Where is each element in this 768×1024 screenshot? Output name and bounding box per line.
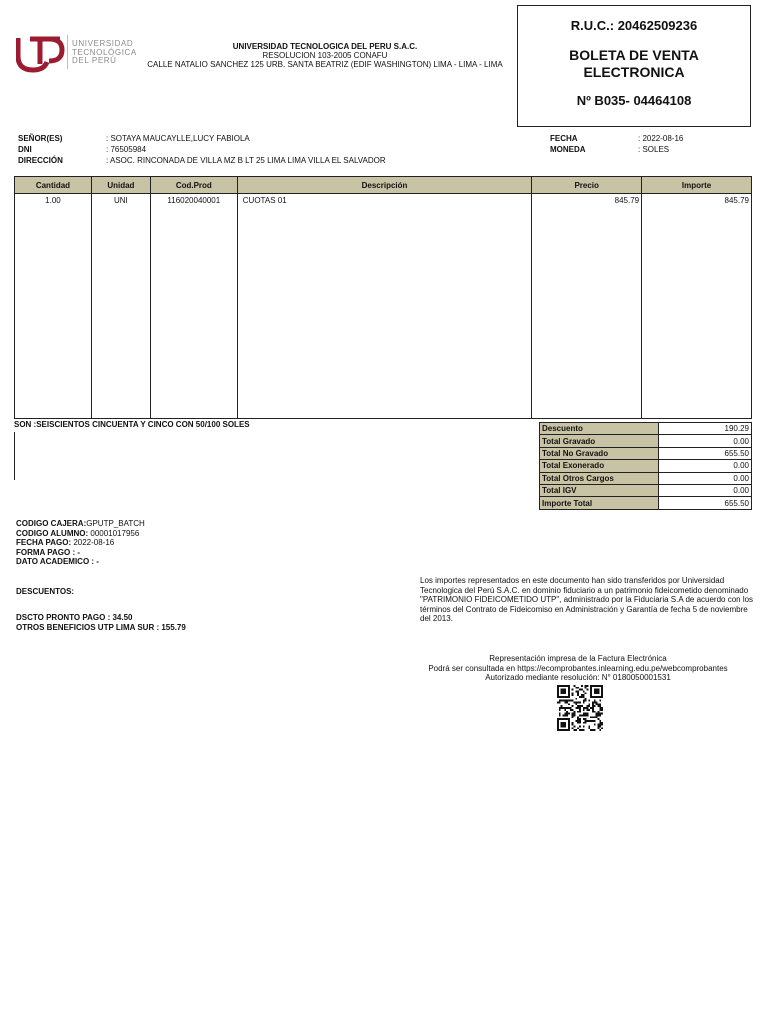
dato-academico: DATO ACADEMICO : -	[16, 557, 99, 566]
payment-details	[16, 519, 145, 567]
alumno-value: 00001017956	[88, 528, 140, 538]
totals-value: 190.29	[659, 423, 752, 435]
dni-label: DNI	[18, 145, 32, 154]
document-title	[518, 47, 750, 81]
items-table	[14, 176, 752, 419]
totals-value: 655.50	[659, 497, 752, 509]
totals-row	[540, 460, 752, 472]
totals-label: Importe Total	[540, 497, 659, 509]
descuento-pronto-pago: DSCTO PRONTO PAGO : 34.50	[16, 613, 133, 622]
items-header-row	[15, 177, 752, 194]
descuentos-title: DESCUENTOS:	[16, 587, 75, 596]
totals-row	[540, 484, 752, 496]
descuentos-list	[16, 613, 186, 632]
cell-unidad: UNI	[91, 194, 150, 206]
totals-value: 655.50	[659, 447, 752, 459]
fecha-pago-label: FECHA PAGO:	[16, 538, 72, 547]
company-address: CALLE NATALIO SANCHEZ 125 URB. SANTA BEATRIZ (EDIF WASHINGTON) LIMA - LIMA - LIMA	[147, 60, 503, 69]
dni-value: : 76505984	[106, 145, 147, 154]
totals-row	[540, 435, 752, 447]
document-title-line1: BOLETA DE VENTA	[569, 47, 699, 63]
forma-pago: FORMA PAGO : -	[16, 547, 80, 557]
moneda-label: MONEDA	[550, 145, 586, 154]
table-filler-row	[15, 205, 752, 419]
amount-in-words: SON :SEISCIENTOS CINCUENTA Y CINCO CON 50/100 SOLES	[14, 420, 250, 429]
totals-label: Descuento	[540, 423, 659, 435]
cell-cod: 116020040001	[150, 194, 237, 206]
totals-value: 0.00	[659, 460, 752, 472]
footer-line1: Representación impresa de la Factura Electrónica	[489, 654, 667, 663]
qr-code-icon	[557, 685, 603, 731]
totals-label: Total Otros Cargos	[540, 472, 659, 484]
logo-line1: UNIVERSIDAD	[72, 39, 134, 48]
totals-label: Total Gravado	[540, 435, 659, 447]
senor-value: : SOTAYA MAUCAYLLE,LUCY FABIOLA	[106, 134, 250, 143]
direccion-label: DIRECCIÓN	[18, 156, 63, 165]
logo-divider	[67, 35, 68, 69]
fecha-label: FECHA	[550, 134, 578, 143]
footer-line2: Podrá ser consultada en https://ecomprobantes.inlearning.edu.pe/webcomprobantes	[428, 663, 728, 673]
company-resolution: RESOLUCION 103-2005 CONAFU	[262, 51, 388, 60]
moneda-value: : SOLES	[638, 145, 670, 154]
col-codprod: Cod.Prod	[150, 177, 237, 194]
document-number: Nº B035- 04464108	[576, 93, 692, 108]
fecha-value: : 2022-08-16	[638, 134, 684, 143]
totals-row	[540, 423, 752, 435]
descuento-otros-beneficios: OTROS BENEFICIOS UTP LIMA SUR : 155.79	[16, 622, 186, 632]
col-precio: Precio	[532, 177, 642, 194]
col-cantidad: Cantidad	[15, 177, 92, 194]
cajera-label: CODIGO CAJERA:	[16, 519, 87, 528]
totals-row	[540, 447, 752, 459]
col-unidad: Unidad	[91, 177, 150, 194]
logo-line2: TECNOLÓGICA	[72, 47, 137, 57]
totals-value: 0.00	[659, 435, 752, 447]
ruc-box	[517, 5, 751, 127]
company-name: UNIVERSIDAD TECNOLOGICA DEL PERU S.A.C.	[232, 42, 418, 51]
footer-line3: Autorizado mediante resolución: N° 0180050001531	[485, 673, 671, 683]
totals-label: Total Exonerado	[540, 460, 659, 472]
col-importe: Importe	[642, 177, 752, 194]
logo-line3: DEL PERÚ	[72, 56, 117, 65]
logo-wordmark	[72, 40, 137, 66]
senor-label: SEÑOR(ES)	[18, 134, 63, 143]
totals-value: 0.00	[659, 484, 752, 496]
cajera-value: GPUTP_BATCH	[86, 519, 145, 528]
fecha-pago-value: 2022-08-16	[71, 538, 115, 547]
son-divider	[14, 432, 15, 480]
cell-cantidad: 1.00	[15, 194, 92, 206]
cell-precio: 845.79	[532, 194, 642, 206]
direccion-value: : ASOC. RINCONADA DE VILLA MZ B LT 25 LIMA LIMA VILLA EL SALVADOR	[106, 156, 386, 165]
totals-table	[539, 422, 752, 510]
cell-descripcion: CUOTAS 01	[237, 194, 532, 206]
table-row	[15, 194, 752, 206]
electronic-invoice-footer	[400, 654, 756, 683]
company-header	[140, 42, 510, 69]
col-descripcion: Descripción	[237, 177, 532, 194]
totals-row	[540, 497, 752, 509]
ruc-number: R.U.C.: 20462509236	[570, 18, 698, 33]
totals-row	[540, 472, 752, 484]
totals-label: Total No Gravado	[540, 447, 659, 459]
fideicomiso-notice: Los importes representados en este documento han sido transferidos por Universidad Tecnologica del Perú S.A.C. en dominio fiduciario a un patrimonio fideicometido denominado "PATRIMONIO FIDEICOMETIDO UTP", administrado por la Fiduciaria S.A de acuerdo con los términos del Contrato de Fideicomiso en Administración y Garantía de fecha 5 de noviembre del 2013.	[420, 576, 754, 624]
alumno-label: CODIGO ALUMNO:	[16, 528, 89, 538]
totals-label: Total IGV	[540, 484, 659, 496]
totals-value: 0.00	[659, 472, 752, 484]
document-title-line2: ELECTRONICA	[583, 64, 685, 80]
cell-importe: 845.79	[642, 194, 752, 206]
